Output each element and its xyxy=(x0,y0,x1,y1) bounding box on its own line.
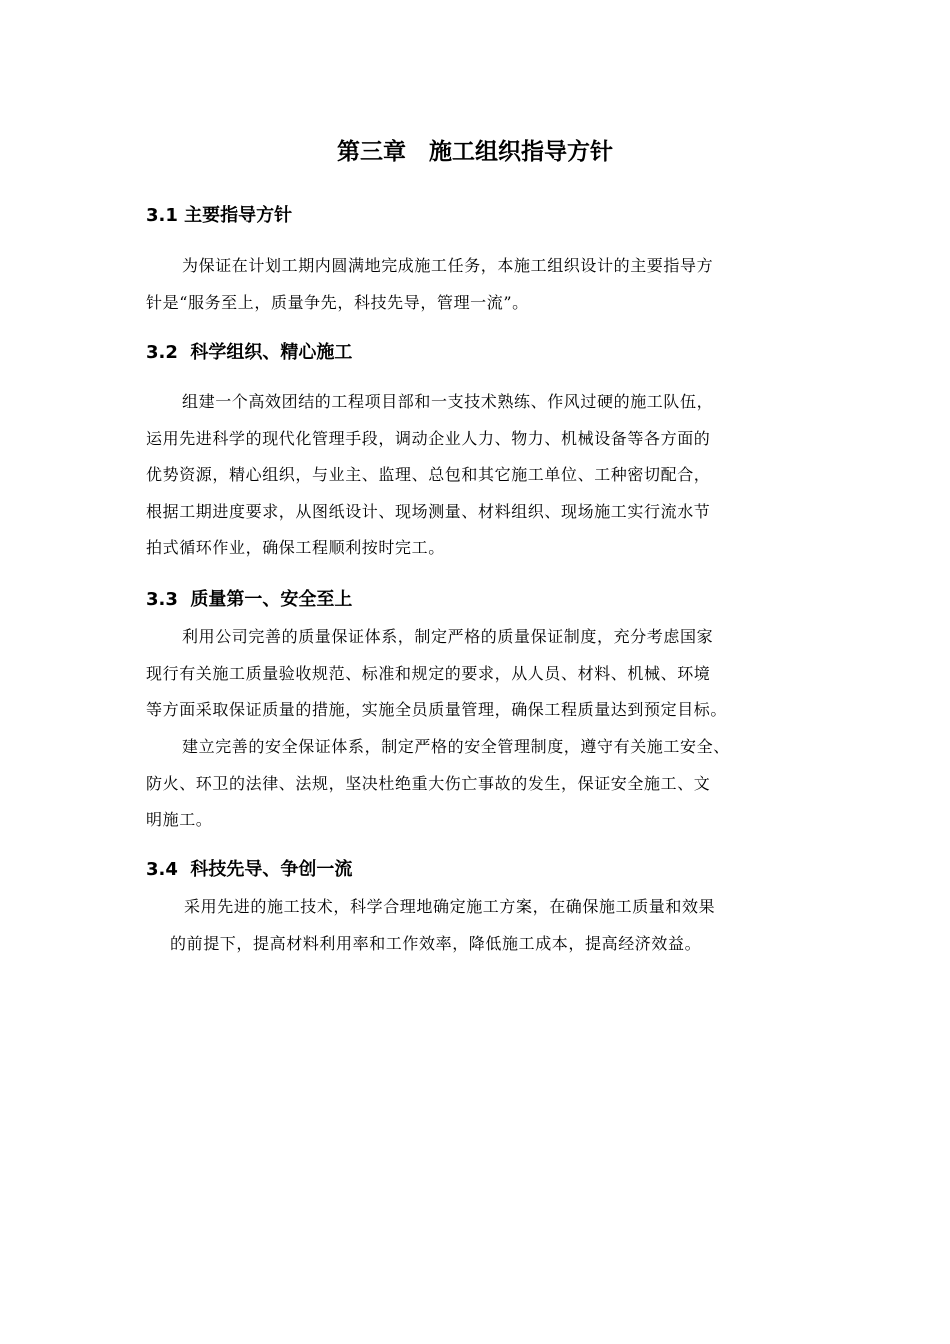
paragraph-line: 针是“服务至上，质量争先，科技先导，管理一流”。 xyxy=(146,292,529,312)
paragraph-line: 利用公司完善的质量保证体系，制定严格的质量保证制度，充分考虑国家 xyxy=(182,627,714,646)
paragraph-line: 为保证在计划工期内圆满地完成施工任务，本施工组织设计的主要指导方 xyxy=(182,256,714,275)
paragraph-line: 等方面采取保证质量的措施，实施全员质量管理，确保工程质量达到预定目标。 xyxy=(146,700,728,719)
paragraph-line: 运用先进科学的现代化管理手段，调动企业人力、物力、机械设备等各方面的 xyxy=(146,428,711,448)
section-3-1-paragraph xyxy=(146,248,812,321)
section-heading-3-2: 3.2 科学组织、精心施工 xyxy=(146,342,353,363)
paragraph-line: 建立完善的安全保证体系，制定严格的安全管理制度，遵守有关施工安全、 xyxy=(182,737,730,756)
paragraph-line: 拍式循环作业，确保工程顺利按时完工。 xyxy=(146,538,445,557)
section-heading-3-1: 3.1 主要指导方针 xyxy=(146,205,293,226)
paragraph-line: 组建一个高效团结的工程项目部和一支技术熟练、作风过硬的施工队伍， xyxy=(182,392,714,411)
section-3-2-paragraph xyxy=(146,384,812,567)
section-3-4-paragraph xyxy=(146,889,812,962)
section-3-3-paragraph-quality xyxy=(146,619,812,729)
paragraph-line: 根据工期进度要求，从图纸设计、现场测量、材料组织、现场施工实行流水节 xyxy=(146,501,711,521)
chapter-title: 第三章 施工组织指导方针 xyxy=(337,139,613,165)
paragraph-line: 的前提下，提高材料利用率和工作效率，降低施工成本，提高经济效益。 xyxy=(170,933,702,953)
paragraph-line: 明施工。 xyxy=(146,810,213,829)
paragraph-line: 采用先进的施工技术，科学合理地确定施工方案，在确保施工质量和效果 xyxy=(184,897,716,916)
paragraph-line: 现行有关施工质量验收规范、标准和规定的要求，从人员、材料、机械、环境 xyxy=(146,663,711,683)
section-heading-3-4: 3.4 科技先导、争创一流 xyxy=(146,859,353,880)
paragraph-line: 优势资源，精心组织，与业主、监理、总包和其它施工单位、工种密切配合， xyxy=(146,465,711,484)
paragraph-line: 防火、环卫的法律、法规，坚决杜绝重大伤亡事故的发生，保证安全施工、文 xyxy=(146,773,711,793)
section-3-3-paragraph-safety xyxy=(146,729,812,839)
section-heading-3-3: 3.3 质量第一、安全至上 xyxy=(146,589,353,610)
